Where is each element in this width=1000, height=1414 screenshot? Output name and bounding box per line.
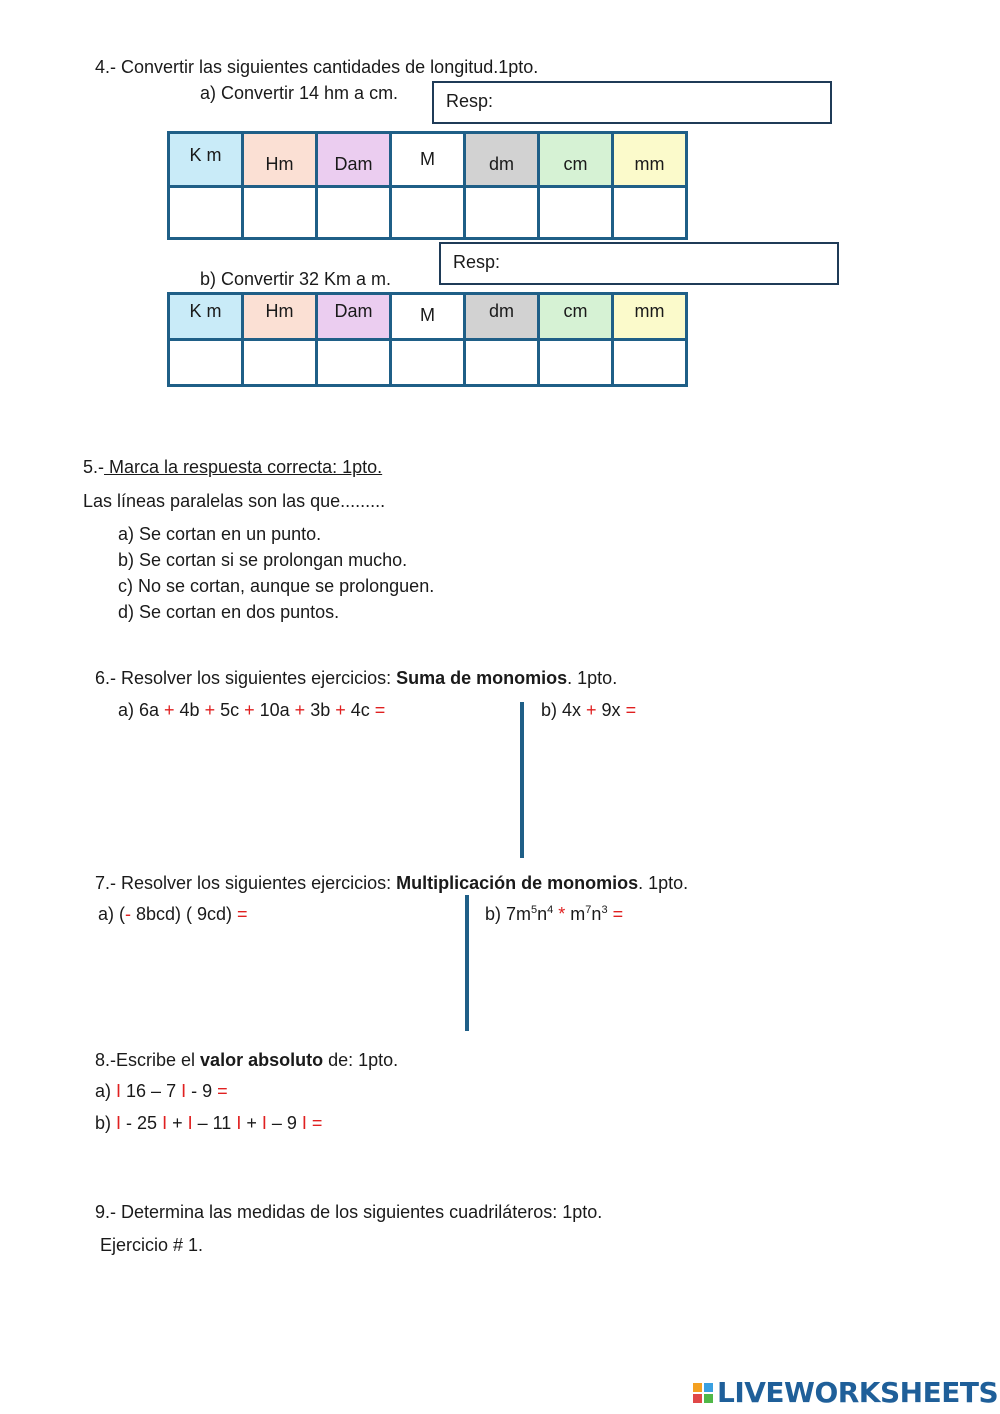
q5-title [83, 457, 382, 478]
q5-number: 5.- [83, 457, 105, 477]
logo-square [693, 1394, 702, 1403]
q8a-expression: a) I 16 – 7 I - 9 = [95, 1081, 228, 1101]
column-divider [465, 895, 469, 1031]
resp-label: Resp: [453, 252, 501, 272]
q4b-label: b) Convertir 32 Km a m. [200, 269, 392, 289]
unit-mm: mm [613, 133, 687, 187]
q5-option-d[interactable]: d) Se cortan en dos puntos. [118, 602, 340, 622]
q6a-expression: a) 6a + 4b + 5c + 10a + 3b + 4c = [118, 700, 386, 720]
answer-row [169, 340, 687, 386]
unit-dm: dm [465, 133, 539, 187]
answer-cell[interactable] [613, 187, 687, 239]
answer-cell[interactable] [317, 340, 391, 386]
column-divider [520, 702, 524, 858]
unit-mm: mm [613, 294, 687, 340]
q9-subtitle: Ejercicio # 1. [100, 1235, 204, 1255]
conversion-table-b [167, 292, 688, 387]
unit-hm: Hm [243, 133, 317, 187]
units-header-row [169, 294, 687, 340]
conversion-table-a [167, 131, 688, 240]
answer-row [169, 187, 687, 239]
q4a-label: a) Convertir 14 hm a cm. [200, 83, 399, 103]
logo-square [704, 1394, 713, 1403]
logo-mark-icon [693, 1383, 713, 1403]
unit-cm: cm [539, 133, 613, 187]
unit-km: K m [169, 294, 243, 340]
unit-dam: Dam [317, 133, 391, 187]
units-header-row [169, 133, 687, 187]
unit-m: M [391, 294, 465, 340]
logo-square [693, 1383, 702, 1392]
answer-cell[interactable] [539, 187, 613, 239]
unit-dm: dm [465, 294, 539, 340]
liveworksheets-logo [693, 1376, 998, 1409]
q5-option-a[interactable]: a) Se cortan en un punto. [118, 524, 322, 544]
q4b-answer-box[interactable] [439, 242, 839, 285]
answer-cell[interactable] [391, 187, 465, 239]
answer-cell[interactable] [169, 340, 243, 386]
unit-m: M [391, 133, 465, 187]
unit-hm: Hm [243, 294, 317, 340]
q8b-expression: b) I - 25 I + I – 11 I + I – 9 I = [95, 1113, 323, 1133]
q5-option-b[interactable]: b) Se cortan si se prolongan mucho. [118, 550, 408, 570]
unit-dam: Dam [317, 294, 391, 340]
logo-square [704, 1383, 713, 1392]
answer-cell[interactable] [391, 340, 465, 386]
q6b-expression: b) 4x + 9x = [541, 700, 637, 720]
q9-title: 9.- Determina las medidas de los siguientes cuadriláteros: 1pto. [95, 1202, 603, 1222]
q8-title: 8.-Escribe el valor absoluto de: 1pto. [95, 1050, 399, 1070]
q4-title: 4.- Convertir las siguientes cantidades de longitud.1pto. [95, 57, 539, 77]
q5-title-text: Marca la respuesta correcta: 1pto. [104, 457, 383, 477]
answer-cell[interactable] [613, 340, 687, 386]
answer-cell[interactable] [317, 187, 391, 239]
q5-question: Las líneas paralelas son las que......... [83, 491, 386, 511]
q6-title: 6.- Resolver los siguientes ejercicios: Suma de monomios. 1pto. [95, 668, 618, 688]
answer-cell[interactable] [243, 187, 317, 239]
resp-label: Resp: [446, 91, 494, 111]
answer-cell[interactable] [243, 340, 317, 386]
q7-title: 7.- Resolver los siguientes ejercicios: Multiplicación de monomios. 1pto. [95, 873, 689, 893]
q7b-expression: b) $7m^5n^4 * m^7n^3$ = [485, 904, 624, 924]
unit-km: K m [169, 133, 243, 187]
q5-option-c[interactable]: c) No se cortan, aunque se prolonguen. [118, 576, 435, 596]
logo-text: LIVEWORKSHEETS [717, 1376, 999, 1409]
answer-cell[interactable] [465, 340, 539, 386]
answer-cell[interactable] [539, 340, 613, 386]
unit-cm: cm [539, 294, 613, 340]
q4a-answer-box[interactable] [432, 81, 832, 124]
q7a-expression: a) (- 8bcd) ( 9cd) = [98, 904, 248, 924]
answer-cell[interactable] [465, 187, 539, 239]
answer-cell[interactable] [169, 187, 243, 239]
